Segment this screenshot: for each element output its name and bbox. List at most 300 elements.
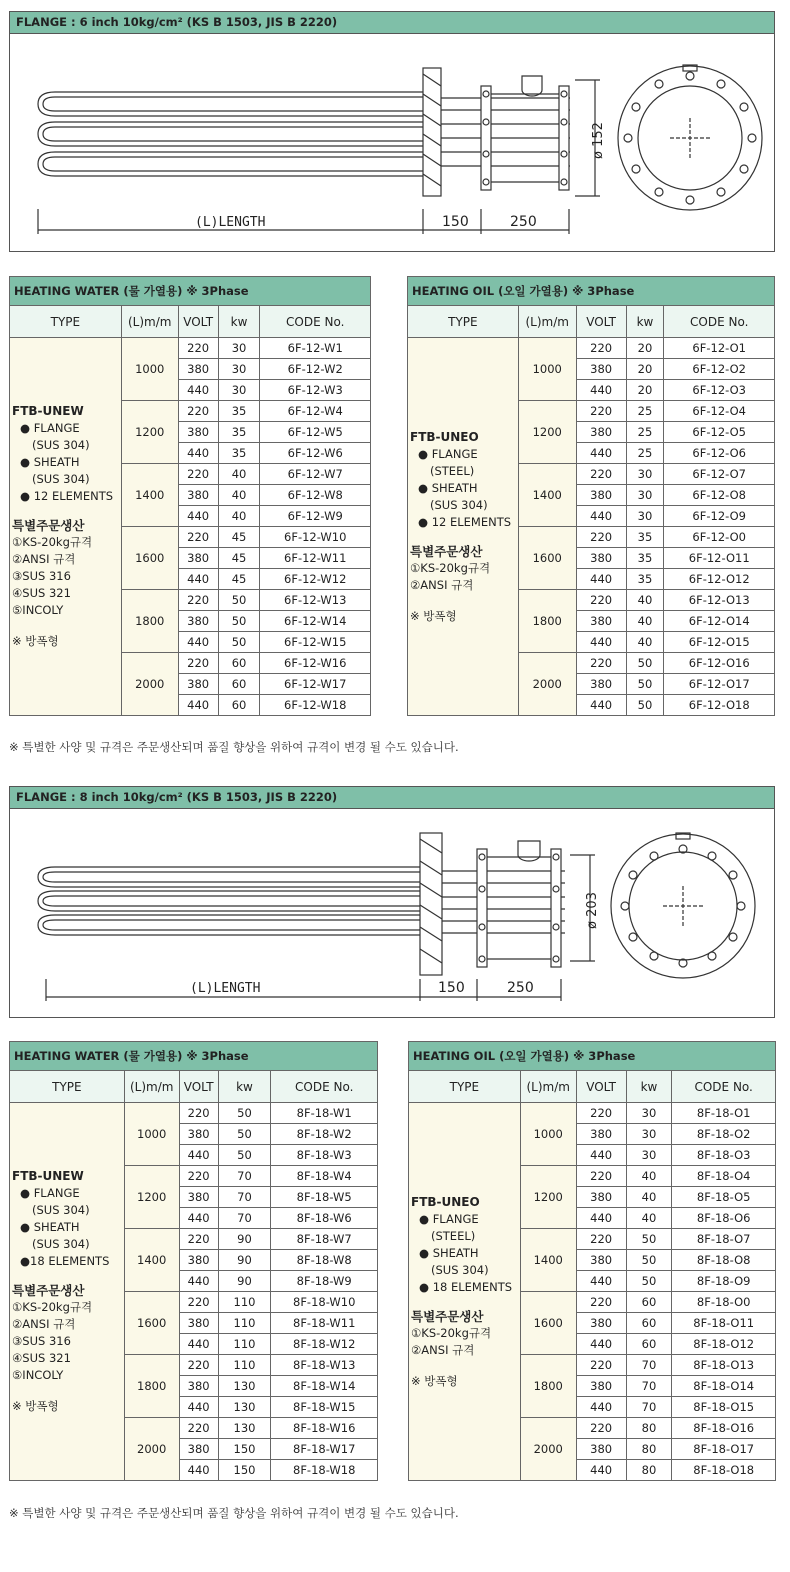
- code-cell: 6F-12-W18: [260, 695, 371, 716]
- volt-cell: 220: [178, 401, 218, 422]
- code-cell: 6F-12-W7: [260, 464, 371, 485]
- volt-cell: 220: [576, 590, 626, 611]
- kw-cell: 20: [626, 359, 664, 380]
- kw-cell: 50: [218, 1103, 271, 1124]
- column-header: (L)m/m: [518, 306, 576, 338]
- column-header: VOLT: [178, 306, 218, 338]
- kw-cell: 30: [218, 359, 260, 380]
- kw-cell: 80: [626, 1418, 672, 1439]
- explosion-proof-note: ※ 방폭형: [410, 608, 457, 623]
- special-option: ③SUS 316: [12, 1334, 71, 1348]
- type-description: [10, 1103, 125, 1481]
- code-cell: 6F-12-W1: [260, 338, 371, 359]
- volt-cell: 440: [178, 632, 218, 653]
- kw-cell: 30: [218, 338, 260, 359]
- code-cell: 6F-12-W3: [260, 380, 371, 401]
- code-cell: 6F-12-O3: [664, 380, 775, 401]
- table-row: [408, 338, 775, 359]
- special-option: ①KS-20kg규격: [410, 560, 491, 575]
- volt-cell: 220: [576, 1103, 626, 1124]
- kw-cell: 50: [626, 653, 664, 674]
- code-cell: 8F-18-O1: [672, 1103, 776, 1124]
- column-header: TYPE: [10, 306, 122, 338]
- volt-cell: 220: [178, 653, 218, 674]
- kw-cell: 110: [218, 1292, 271, 1313]
- volt-cell: 440: [178, 443, 218, 464]
- kw-cell: 45: [218, 527, 260, 548]
- volt-cell: 440: [576, 1145, 626, 1166]
- explosion-proof-note: ※ 방폭형: [411, 1373, 458, 1388]
- length-cell: 1400: [121, 464, 178, 527]
- flange8-drawing: [10, 809, 774, 1017]
- special-option: ①KS-20kg규격: [12, 535, 93, 549]
- type-description: [408, 338, 519, 716]
- volt-cell: 380: [576, 1439, 626, 1460]
- volt-cell: 380: [179, 1439, 218, 1460]
- code-cell: 8F-18-O12: [672, 1334, 776, 1355]
- kw-cell: 25: [626, 443, 664, 464]
- column-header: CODE No.: [672, 1071, 776, 1103]
- column-header: (L)m/m: [520, 1071, 576, 1103]
- code-cell: 6F-12-O12: [664, 569, 775, 590]
- kw-cell: 90: [218, 1271, 271, 1292]
- volt-cell: 380: [576, 1250, 626, 1271]
- column-header: CODE No.: [260, 306, 371, 338]
- code-cell: 6F-12-O8: [664, 485, 775, 506]
- kw-cell: 40: [626, 611, 664, 632]
- code-cell: 6F-12-O13: [664, 590, 775, 611]
- column-header: kw: [218, 1071, 271, 1103]
- length-cell: 1000: [518, 338, 576, 401]
- volt-cell: 440: [576, 569, 626, 590]
- volt-cell: 380: [576, 485, 626, 506]
- code-cell: 6F-12-O2: [664, 359, 775, 380]
- kw-cell: 40: [626, 632, 664, 653]
- spec-line: (SUS 304): [431, 1262, 489, 1277]
- kw-cell: 50: [218, 632, 260, 653]
- length-label: (L)LENGTH: [190, 981, 261, 996]
- kw-cell: 30: [626, 1103, 672, 1124]
- kw-cell: 80: [626, 1439, 672, 1460]
- kw-cell: 45: [218, 569, 260, 590]
- volt-cell: 380: [178, 422, 218, 443]
- volt-cell: 220: [179, 1418, 218, 1439]
- spacer: [411, 1359, 520, 1373]
- column-header: TYPE: [10, 1071, 125, 1103]
- spec-line: ● SHEATH: [418, 480, 478, 495]
- dim-150-label: 150: [442, 214, 469, 230]
- length-cell: 1000: [124, 1103, 179, 1166]
- volt-cell: 440: [179, 1208, 218, 1229]
- code-cell: 6F-12-W6: [260, 443, 371, 464]
- column-header: CODE No.: [271, 1071, 378, 1103]
- spec-line: ● SHEATH: [20, 1220, 80, 1234]
- flange8-header: FLANGE : 8 inch 10kg/cm² (KS B 1503, JIS B 2220): [10, 787, 774, 809]
- kw-cell: 20: [626, 380, 664, 401]
- flange8-drawing-panel: [9, 786, 775, 1018]
- code-cell: 8F-18-O6: [672, 1208, 776, 1229]
- code-cell: 8F-18-O11: [672, 1313, 776, 1334]
- spec-line: (SUS 304): [430, 497, 488, 512]
- code-cell: 8F-18-O17: [672, 1439, 776, 1460]
- spec-line: ● 12 ELEMENTS: [418, 514, 512, 529]
- special-option: ④SUS 321: [12, 586, 71, 600]
- code-cell: 8F-18-W5: [271, 1187, 378, 1208]
- kw-cell: 150: [218, 1439, 271, 1460]
- model-name: FTB-UNEO: [411, 1194, 480, 1209]
- kw-cell: 35: [218, 443, 260, 464]
- code-cell: 6F-12-W8: [260, 485, 371, 506]
- volt-cell: 220: [179, 1292, 218, 1313]
- spec-line: ● FLANGE: [419, 1211, 479, 1226]
- length-cell: 1000: [520, 1103, 576, 1166]
- kw-cell: 60: [218, 695, 260, 716]
- code-cell: 8F-18-O2: [672, 1124, 776, 1145]
- column-header: TYPE: [408, 306, 519, 338]
- model-name: FTB-UNEW: [12, 1169, 84, 1183]
- volt-cell: 440: [179, 1334, 218, 1355]
- volt-cell: 380: [576, 1124, 626, 1145]
- kw-cell: 35: [626, 548, 664, 569]
- volt-cell: 220: [576, 1166, 626, 1187]
- volt-cell: 440: [178, 569, 218, 590]
- code-cell: 8F-18-W16: [271, 1418, 378, 1439]
- volt-cell: 220: [576, 401, 626, 422]
- spec-line: ●18 ELEMENTS: [20, 1254, 110, 1268]
- volt-cell: 220: [179, 1355, 218, 1376]
- column-header: TYPE: [409, 1071, 521, 1103]
- code-cell: 8F-18-W8: [271, 1250, 378, 1271]
- kw-cell: 60: [218, 674, 260, 695]
- kw-cell: 50: [218, 1124, 271, 1145]
- table-row: [10, 338, 371, 359]
- flange6-header: FLANGE : 6 inch 10kg/cm² (KS B 1503, JIS B 2220): [10, 12, 774, 34]
- code-cell: 6F-12-W17: [260, 674, 371, 695]
- code-cell: 6F-12-O0: [664, 527, 775, 548]
- code-cell: 6F-12-O1: [664, 338, 775, 359]
- spec-line: (SUS 304): [32, 1237, 90, 1251]
- column-header: CODE No.: [664, 306, 775, 338]
- volt-cell: 220: [576, 1292, 626, 1313]
- kw-cell: 50: [626, 674, 664, 695]
- dim-250-label: 250: [507, 980, 534, 996]
- kw-cell: 70: [218, 1187, 271, 1208]
- code-cell: 8F-18-W11: [271, 1313, 378, 1334]
- length-cell: 1800: [124, 1355, 179, 1418]
- type-description: [10, 338, 122, 716]
- spec-line: ● FLANGE: [418, 446, 478, 461]
- column-header: (L)m/m: [121, 306, 178, 338]
- flange6-drawing: [10, 34, 774, 251]
- length-cell: 1200: [520, 1166, 576, 1229]
- code-cell: 6F-12-O18: [664, 695, 775, 716]
- volt-cell: 440: [576, 506, 626, 527]
- code-cell: 8F-18-O4: [672, 1166, 776, 1187]
- volt-cell: 380: [576, 359, 626, 380]
- kw-cell: 70: [218, 1208, 271, 1229]
- kw-cell: 35: [626, 569, 664, 590]
- code-cell: 8F-18-O16: [672, 1418, 776, 1439]
- kw-cell: 40: [626, 1187, 672, 1208]
- length-cell: 1600: [520, 1292, 576, 1355]
- volt-cell: 380: [179, 1124, 218, 1145]
- flange-plate: [423, 68, 441, 196]
- water6-table: [9, 276, 371, 716]
- code-cell: 8F-18-W17: [271, 1439, 378, 1460]
- code-cell: 6F-12-W2: [260, 359, 371, 380]
- code-cell: 8F-18-W7: [271, 1229, 378, 1250]
- column-header: VOLT: [576, 1071, 626, 1103]
- kw-cell: 60: [218, 653, 260, 674]
- kw-cell: 50: [626, 1250, 672, 1271]
- kw-cell: 70: [626, 1397, 672, 1418]
- code-cell: 6F-12-W16: [260, 653, 371, 674]
- code-cell: 6F-12-W4: [260, 401, 371, 422]
- junction-box: [481, 76, 569, 190]
- kw-cell: 30: [626, 464, 664, 485]
- volt-cell: 220: [179, 1166, 218, 1187]
- special-option: ⑤INCOLY: [12, 603, 64, 617]
- length-cell: 1400: [124, 1229, 179, 1292]
- volt-cell: 220: [576, 1355, 626, 1376]
- code-cell: 8F-18-O15: [672, 1397, 776, 1418]
- volt-cell: 440: [179, 1145, 218, 1166]
- volt-cell: 380: [179, 1250, 218, 1271]
- column-header: VOLT: [576, 306, 626, 338]
- spec-line: ● 12 ELEMENTS: [20, 489, 114, 503]
- kw-cell: 50: [218, 611, 260, 632]
- volt-cell: 380: [178, 611, 218, 632]
- junction-box: [477, 841, 561, 967]
- special-order-title: 특별주문생산: [12, 1283, 85, 1298]
- volt-cell: 380: [178, 674, 218, 695]
- length-cell: 1400: [518, 464, 576, 527]
- kw-cell: 60: [626, 1292, 672, 1313]
- kw-cell: 40: [218, 506, 260, 527]
- volt-cell: 440: [576, 1460, 626, 1481]
- kw-cell: 130: [218, 1418, 271, 1439]
- table-header-row: [10, 1071, 378, 1103]
- code-cell: 8F-18-W13: [271, 1355, 378, 1376]
- flange-plate: [420, 833, 442, 975]
- length-cell: 2000: [121, 653, 178, 716]
- table-header-row: [10, 306, 371, 338]
- dim-150-label: 150: [438, 980, 465, 996]
- code-cell: 8F-18-W10: [271, 1292, 378, 1313]
- kw-cell: 50: [218, 1145, 271, 1166]
- kw-cell: 20: [626, 338, 664, 359]
- model-name: FTB-UNEW: [12, 404, 84, 418]
- volt-cell: 220: [178, 464, 218, 485]
- special-option: ②ANSI 규격: [410, 577, 474, 592]
- kw-cell: 90: [218, 1250, 271, 1271]
- dim-250-label: 250: [510, 214, 537, 230]
- volt-cell: 380: [576, 1313, 626, 1334]
- volt-cell: 380: [178, 548, 218, 569]
- volt-cell: 220: [576, 464, 626, 485]
- volt-cell: 380: [178, 359, 218, 380]
- code-cell: 8F-18-W14: [271, 1376, 378, 1397]
- special-option: ④SUS 321: [12, 1351, 71, 1365]
- table-caption: HEATING OIL (오일 가열용) ※ 3Phase: [408, 277, 775, 306]
- kw-cell: 50: [626, 1229, 672, 1250]
- kw-cell: 40: [626, 1208, 672, 1229]
- code-cell: 6F-12-O7: [664, 464, 775, 485]
- volt-cell: 440: [576, 1397, 626, 1418]
- kw-cell: 50: [218, 590, 260, 611]
- code-cell: 8F-18-W2: [271, 1124, 378, 1145]
- heater-8inch-diagram: [10, 809, 774, 1017]
- diameter-label: ø 203: [585, 892, 600, 929]
- spec-line: (STEEL): [431, 1228, 476, 1243]
- spec-line: ● SHEATH: [20, 455, 80, 469]
- volt-cell: 220: [178, 338, 218, 359]
- table-caption: HEATING WATER (물 가열용) ※ 3Phase: [10, 277, 371, 306]
- kw-cell: 30: [626, 506, 664, 527]
- length-cell: 1800: [121, 590, 178, 653]
- kw-cell: 30: [626, 1124, 672, 1145]
- code-cell: 8F-18-W12: [271, 1334, 378, 1355]
- volt-cell: 220: [178, 590, 218, 611]
- kw-cell: 130: [218, 1376, 271, 1397]
- spec-note-1: ※ 특별한 사양 및 규격은 주문생산되며 품질 향상을 위하여 규격이 변경 될 수도 있습니다.: [9, 740, 459, 754]
- special-option: ②ANSI 규격: [12, 1317, 76, 1331]
- kw-cell: 150: [218, 1460, 271, 1481]
- volt-cell: 380: [179, 1313, 218, 1334]
- kw-cell: 30: [218, 380, 260, 401]
- column-header: VOLT: [179, 1071, 218, 1103]
- kw-cell: 25: [626, 401, 664, 422]
- code-cell: 6F-12-O4: [664, 401, 775, 422]
- water8-table: [9, 1041, 378, 1481]
- code-cell: 6F-12-W12: [260, 569, 371, 590]
- length-cell: 1200: [124, 1166, 179, 1229]
- code-cell: 6F-12-O15: [664, 632, 775, 653]
- code-cell: 8F-18-O8: [672, 1250, 776, 1271]
- code-cell: 8F-18-W18: [271, 1460, 378, 1481]
- table-caption: HEATING WATER (물 가열용) ※ 3Phase: [10, 1042, 378, 1071]
- volt-cell: 440: [576, 695, 626, 716]
- special-option: ②ANSI 규격: [411, 1342, 475, 1357]
- column-header: kw: [218, 306, 260, 338]
- flange6-drawing-panel: [9, 11, 775, 252]
- table-caption-row: [10, 277, 371, 306]
- table-caption-row: [10, 1042, 378, 1071]
- spec-note-2: ※ 특별한 사양 및 규격은 주문생산되며 품질 향상을 위하여 규격이 변경 될 수도 있습니다.: [9, 1506, 459, 1520]
- code-cell: 8F-18-O0: [672, 1292, 776, 1313]
- volt-cell: 440: [178, 695, 218, 716]
- flange-face-view: [611, 833, 755, 978]
- kw-cell: 130: [218, 1397, 271, 1418]
- volt-cell: 220: [179, 1229, 218, 1250]
- length-cell: 1200: [121, 401, 178, 464]
- volt-cell: 380: [576, 1376, 626, 1397]
- special-order-title: 특별주문생산: [410, 543, 483, 559]
- kw-cell: 110: [218, 1355, 271, 1376]
- column-header: kw: [626, 1071, 672, 1103]
- code-cell: 6F-12-O11: [664, 548, 775, 569]
- code-cell: 8F-18-O7: [672, 1229, 776, 1250]
- length-cell: 2000: [518, 653, 576, 716]
- volt-cell: 220: [576, 527, 626, 548]
- special-option: ②ANSI 규격: [12, 552, 76, 566]
- table-row: [10, 1103, 378, 1124]
- spec-line: ● FLANGE: [20, 421, 80, 435]
- volt-cell: 220: [576, 1229, 626, 1250]
- code-cell: 8F-18-O14: [672, 1376, 776, 1397]
- kw-cell: 70: [626, 1376, 672, 1397]
- spec-line: (STEEL): [430, 463, 475, 478]
- volt-cell: 380: [576, 1187, 626, 1208]
- volt-cell: 220: [178, 527, 218, 548]
- code-cell: 6F-12-O9: [664, 506, 775, 527]
- spec-line: ● FLANGE: [20, 1186, 80, 1200]
- kw-cell: 40: [218, 485, 260, 506]
- explosion-proof-note: ※ 방폭형: [12, 634, 59, 648]
- length-label: (L)LENGTH: [195, 215, 266, 230]
- column-header: (L)m/m: [124, 1071, 179, 1103]
- volt-cell: 440: [178, 380, 218, 401]
- special-order-title: 특별주문생산: [12, 518, 85, 533]
- length-cell: 1400: [520, 1229, 576, 1292]
- code-cell: 6F-12-O6: [664, 443, 775, 464]
- kw-cell: 30: [626, 1145, 672, 1166]
- kw-cell: 35: [218, 422, 260, 443]
- kw-cell: 50: [626, 1271, 672, 1292]
- spec-line: (SUS 304): [32, 472, 90, 486]
- code-cell: 8F-18-W1: [271, 1103, 378, 1124]
- length-cell: 1800: [520, 1355, 576, 1418]
- code-cell: 6F-12-O5: [664, 422, 775, 443]
- spec-line: (SUS 304): [32, 1203, 90, 1217]
- code-cell: 6F-12-O14: [664, 611, 775, 632]
- length-cell: 1600: [518, 527, 576, 590]
- spec-line: (SUS 304): [32, 438, 90, 452]
- code-cell: 6F-12-W9: [260, 506, 371, 527]
- volt-cell: 440: [576, 1271, 626, 1292]
- table-row: [409, 1103, 776, 1124]
- special-option: ⑤INCOLY: [12, 1368, 64, 1382]
- table-header-row: [409, 1071, 776, 1103]
- type-description: [409, 1103, 521, 1481]
- kw-cell: 70: [218, 1166, 271, 1187]
- code-cell: 8F-18-O5: [672, 1187, 776, 1208]
- kw-cell: 50: [626, 695, 664, 716]
- kw-cell: 25: [626, 422, 664, 443]
- kw-cell: 40: [218, 464, 260, 485]
- kw-cell: 110: [218, 1313, 271, 1334]
- code-cell: 8F-18-W6: [271, 1208, 378, 1229]
- kw-cell: 90: [218, 1229, 271, 1250]
- special-order-title: 특별주문생산: [411, 1308, 484, 1324]
- volt-cell: 440: [576, 1334, 626, 1355]
- volt-cell: 440: [179, 1271, 218, 1292]
- volt-cell: 440: [178, 506, 218, 527]
- special-option: ③SUS 316: [12, 569, 71, 583]
- volt-cell: 440: [576, 380, 626, 401]
- code-cell: 6F-12-W13: [260, 590, 371, 611]
- code-cell: 8F-18-W15: [271, 1397, 378, 1418]
- table-caption-row: [409, 1042, 776, 1071]
- code-cell: 8F-18-O13: [672, 1355, 776, 1376]
- heater-6inch-diagram: [10, 34, 774, 251]
- code-cell: 8F-18-O9: [672, 1271, 776, 1292]
- length-cell: 1000: [121, 338, 178, 401]
- code-cell: 8F-18-O18: [672, 1460, 776, 1481]
- table-header-row: [408, 306, 775, 338]
- length-cell: 2000: [124, 1418, 179, 1481]
- kw-cell: 80: [626, 1460, 672, 1481]
